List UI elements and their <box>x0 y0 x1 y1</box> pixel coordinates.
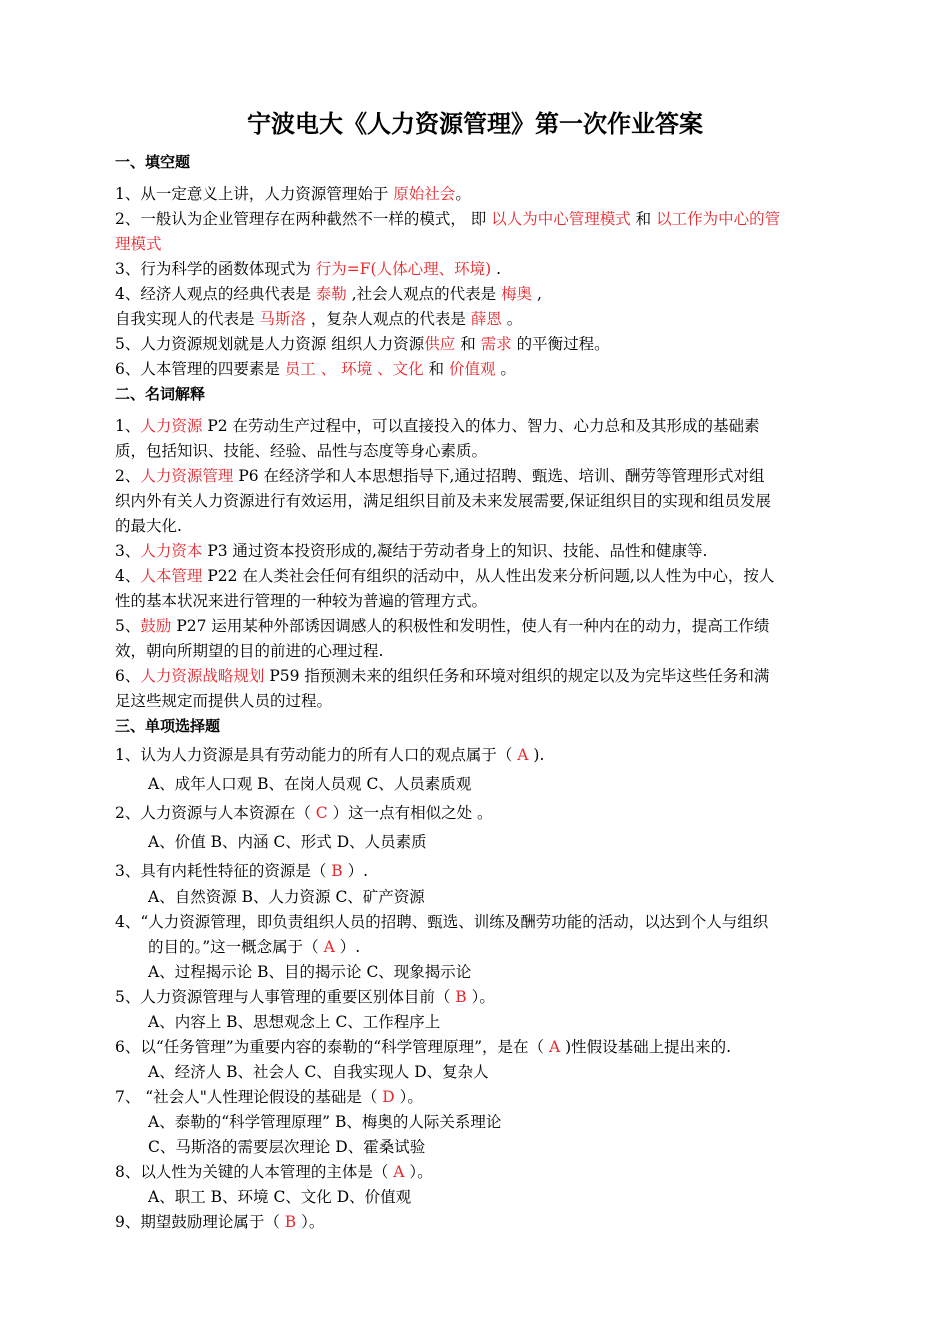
text-line <box>148 1110 501 1135</box>
text-line <box>115 589 487 614</box>
line-text: 2、人力资源与人本资源在（ <box>115 804 316 822</box>
line-text: ). <box>528 746 545 764</box>
text-line <box>115 307 522 332</box>
answer-text: 人本管理 <box>140 567 203 585</box>
line-text: 性的基本状况来进行管理的一种较为普遍的管理方式。 <box>115 592 488 610</box>
line-text: ）。 <box>404 1163 433 1181</box>
answer-text: 人力资本 <box>140 542 203 560</box>
answer-text: 需求 <box>480 335 512 353</box>
text-line <box>115 489 771 514</box>
text-line <box>148 1135 425 1160</box>
line-text: 5、 <box>115 617 141 635</box>
line-text: , <box>532 285 542 303</box>
answer-text: 以人为中心管理模式 <box>491 210 631 228</box>
line-text: 足这些规定而提供人员的过程。 <box>115 692 333 710</box>
line-text: C、马斯洛的需要层次理论 D、霍桑试验 <box>148 1138 426 1156</box>
text-line <box>115 1210 324 1235</box>
answer-text: 人力资源管理 <box>140 467 234 485</box>
text-line <box>115 614 769 639</box>
line-text: ,社会人观点的代表是 <box>346 285 502 303</box>
line-text: A、职工 B、环境 C、文化 D、价值观 <box>148 1188 412 1206</box>
text-line <box>115 564 774 589</box>
line-text: 和 <box>630 210 657 228</box>
answer-text: A <box>323 938 335 956</box>
line-text: 效，朝向所期望的目的前进的心理过程. <box>115 642 384 660</box>
line-text: )性假设基础上提出来的. <box>560 1038 732 1056</box>
answer-text: 薛恩 <box>470 310 502 328</box>
line-text: 和 <box>455 335 481 353</box>
answer-text: 鼓励 <box>140 617 172 635</box>
line-text: 1、 <box>115 417 141 435</box>
document-title: 宁波电大《人力资源管理》第一次作业答案 <box>247 109 703 138</box>
line-text: 。 <box>455 185 471 203</box>
text-line <box>148 830 427 855</box>
answer-text: 梅奥 <box>501 285 533 303</box>
line-text: 5、人力资源规划就是人力资源 组织人力资源 <box>115 335 425 353</box>
line-text: 的目的。”这一概念属于（ <box>148 938 324 956</box>
text-line <box>115 414 760 439</box>
answer-text: 供应 <box>424 335 456 353</box>
line-text: 的平衡过程。 <box>511 335 610 353</box>
line-text: 5、人力资源管理与人事管理的重要区别体目前（ <box>115 988 456 1006</box>
line-text: 1、认为人力资源是具有劳动能力的所有人口的观点属于（ <box>115 746 518 764</box>
text-line <box>115 743 544 768</box>
answer-text: 泰勒 <box>315 285 347 303</box>
line-text: P2 在劳动生产过程中，可以直接投入的体力、智力、心力总和及其形成的基础素 <box>202 417 760 435</box>
line-text: 7、 “社会人"人性理论假设的基础是（ <box>115 1088 383 1106</box>
line-text: 。 <box>501 310 523 328</box>
line-text: A、经济人 B、社会人 C、自我实现人 D、复杂人 <box>148 1063 489 1081</box>
answer-text: D <box>382 1088 395 1106</box>
line-text: P22 在人类社会任何有组织的活动中，从人性出发来分析问题,以人性为中心，按人 <box>202 567 775 585</box>
line-text: 2、 <box>115 467 141 485</box>
line-text: 织内外有关人力资源进行有效运用，满足组织目前及未来发展需要,保证组织目的实现和组员发展 <box>115 492 771 510</box>
text-line <box>115 464 764 489</box>
text-line <box>115 639 383 664</box>
line-text: P27 运用某种外部诱因调感人的积极性和发明性，使人有一种内在的动力，提高工作绩 <box>171 617 770 635</box>
answer-text: A <box>549 1038 561 1056</box>
text-line <box>148 1010 440 1035</box>
text-line <box>115 282 542 307</box>
line-text: ）这一点有相似之处 。 <box>327 804 493 822</box>
answer-text: A <box>517 746 529 764</box>
text-line <box>115 664 769 689</box>
line-text: P59 指预测未来的组织任务和环境对组织的规定以及为完毕这些任务和满 <box>264 667 770 685</box>
text-line <box>115 357 516 382</box>
answer-text: 员工 、 环境 、文化 <box>284 360 424 378</box>
answer-text: 价值观 <box>448 360 496 378</box>
answer-text: B <box>284 1213 297 1231</box>
line-text: 的最大化. <box>115 517 182 535</box>
line-text: 6、人本管理的四要素是 <box>115 360 285 378</box>
line-text: P6 在经济学和人本思想指导下,通过招聘、甄选、培训、酬劳等管理形式对组 <box>233 467 765 485</box>
line-text: ）。 <box>296 1213 325 1231</box>
answer-text: 以工作为中心的管 <box>656 210 781 228</box>
text-line <box>115 689 332 714</box>
text-line <box>148 772 471 797</box>
answer-text: 行为=F(人体心理、环境) <box>315 260 492 278</box>
line-text: 质，包括知识、技能、经验、品性与态度等身心素质。 <box>115 442 488 460</box>
text-line <box>148 885 425 910</box>
line-text: . <box>491 260 501 278</box>
line-text: 3、行为科学的函数体现式为 <box>115 260 316 278</box>
line-text: 3、具有内耗性特征的资源是（ <box>115 862 332 880</box>
text-line <box>115 985 495 1010</box>
text-line <box>115 514 182 539</box>
answer-text: C <box>315 804 328 822</box>
line-text: 8、以人性为关键的人本管理的主体是（ <box>115 1163 394 1181</box>
text-line <box>115 332 610 357</box>
line-text: 6、以“任务管理”为重要内容的泰勒的“科学管理原理”，是在（ <box>115 1038 549 1056</box>
line-text: A、内容上 B、思想观念上 C、工作程序上 <box>148 1013 441 1031</box>
text-line <box>115 1035 731 1060</box>
section-heading-fill: 一、填空题 <box>115 153 191 171</box>
line-text: ）. <box>334 938 361 956</box>
line-text: 。 <box>495 360 516 378</box>
text-line <box>148 960 471 985</box>
text-line <box>115 1160 433 1185</box>
line-text: A、过程揭示论 B、目的揭示论 C、现象揭示论 <box>148 963 472 981</box>
line-text: P3 通过资本投资形成的,凝结于劳动者身上的知识、技能、品性和健康等. <box>202 542 708 560</box>
section-heading-terms: 二、名词解释 <box>115 385 206 403</box>
text-line <box>115 801 493 826</box>
line-text: A、价值 B、内涵 C、形式 D、人员素质 <box>148 833 427 851</box>
section-heading-choice: 三、单项选择题 <box>115 717 221 735</box>
line-text: A、自然资源 B、人力资源 C、矿产资源 <box>148 888 425 906</box>
line-text: ）。 <box>394 1088 423 1106</box>
answer-text: 人力资源战略规划 <box>140 667 265 685</box>
line-text: A、泰勒的“科学管理原理” B、梅奥的人际关系理论 <box>148 1113 502 1131</box>
answer-text: 马斯洛 <box>259 310 306 328</box>
text-line <box>115 232 162 257</box>
answer-text: B <box>331 862 343 880</box>
line-text: 自我实现人的代表是 <box>115 310 260 328</box>
text-line <box>148 1185 411 1210</box>
line-text: 3、 <box>115 542 141 560</box>
line-text: 2、一般认为企业管理存在两种截然不一样的模式， 即 <box>115 210 492 228</box>
text-line <box>115 539 707 564</box>
text-line <box>148 1060 489 1085</box>
line-text: 4、 <box>115 567 141 585</box>
line-text: ）. <box>342 862 369 880</box>
line-text: ）。 <box>466 988 495 1006</box>
line-text: 4、“人力资源管理，即负责组织人员的招聘、甄选、训练及酬劳功能的活动，以达到个人与组织 <box>115 913 769 931</box>
line-text: 9、期望鼓励理论属于（ <box>115 1213 285 1231</box>
answer-text: 人力资源 <box>140 417 203 435</box>
line-text: A、成年人口观 B、在岗人员观 C、人员素质观 <box>148 775 472 793</box>
text-line <box>115 182 471 207</box>
answer-text: 原始社会 <box>393 185 456 203</box>
answer-text: 理模式 <box>115 235 162 253</box>
text-line <box>115 910 768 935</box>
text-line <box>115 439 487 464</box>
text-line <box>148 935 360 960</box>
text-line <box>115 207 780 232</box>
line-text: 1、从一定意义上讲，人力资源管理始于 <box>115 185 394 203</box>
answer-text: B <box>455 988 467 1006</box>
text-line <box>115 859 368 884</box>
answer-text: A <box>393 1163 405 1181</box>
line-text: 6、 <box>115 667 141 685</box>
line-text: ，复杂人观点的代表是 <box>305 310 471 328</box>
line-text: 和 <box>423 360 449 378</box>
line-text: 4、经济人观点的经典代表是 <box>115 285 316 303</box>
text-line <box>115 257 501 282</box>
text-line <box>115 1085 423 1110</box>
